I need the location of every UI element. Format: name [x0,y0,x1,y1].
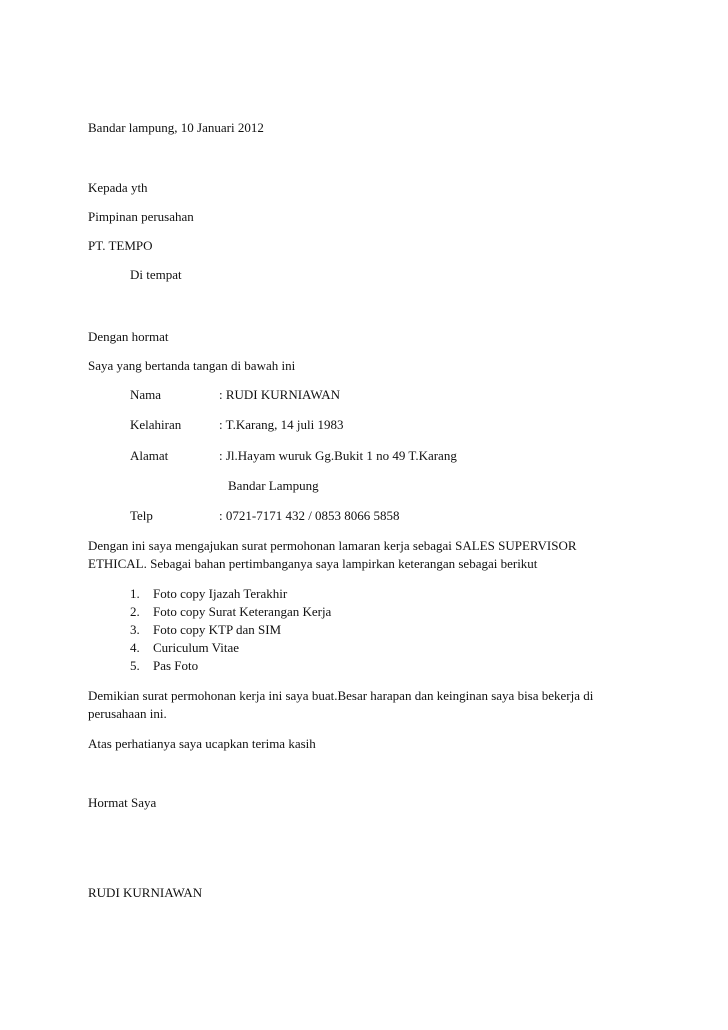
recipient-location: Di tempat [130,267,182,282]
list-item: Foto copy Surat Keterangan Kerja [153,604,332,619]
signature-name: RUDI KURNIAWAN [88,885,203,900]
thanks-line: Atas perhatianya saya ucapkan terima kasih [88,736,316,751]
name-value: : RUDI KURNIAWAN [219,387,341,402]
greeting: Dengan hormat [88,329,169,344]
list-item-number: 5. [130,658,140,673]
body-line-2: ETHICAL. Sebagai bahan pertimbanganya saya lampirkan keterangan sebagai berikut [88,556,538,571]
birth-label: Kelahiran [130,417,182,432]
list-item-number: 4. [130,640,140,655]
list-item-number: 2. [130,604,140,619]
closing-line-2: perusahaan ini. [88,706,167,721]
recipient-position: Pimpinan perusahan [88,209,194,224]
regards-line: Hormat Saya [88,795,157,810]
closing-line-1: Demikian surat permohonan kerja ini saya buat.Besar harapan dan keinginan saya bisa bekerja di [88,688,594,703]
phone-value: : 0721-7171 432 / 0853 8066 5858 [219,508,400,523]
body-line-1: Dengan ini saya mengajukan surat permohonan lamaran kerja sebagai SALES SUPERVISOR [88,538,577,553]
name-label: Nama [130,387,162,402]
list-item: Pas Foto [153,658,199,673]
intro-line: Saya yang bertanda tangan di bawah ini [88,358,296,373]
birth-value: : T.Karang, 14 juli 1983 [219,417,344,432]
address-label: Alamat [130,448,169,463]
list-item-number: 3. [130,622,140,637]
date-line: Bandar lampung, 10 Januari 2012 [88,120,264,135]
address-value-2: Bandar Lampung [228,478,319,493]
recipient-company: PT. TEMPO [88,238,153,253]
list-item: Foto copy KTP dan SIM [153,622,282,637]
phone-label: Telp [130,508,153,523]
recipient-to: Kepada yth [88,180,148,195]
list-item-number: 1. [130,586,140,601]
address-value: : Jl.Hayam wuruk Gg.Bukit 1 no 49 T.Karang [219,448,457,463]
list-item: Foto copy Ijazah Terakhir [153,586,288,601]
list-item: Curiculum Vitae [153,640,239,655]
